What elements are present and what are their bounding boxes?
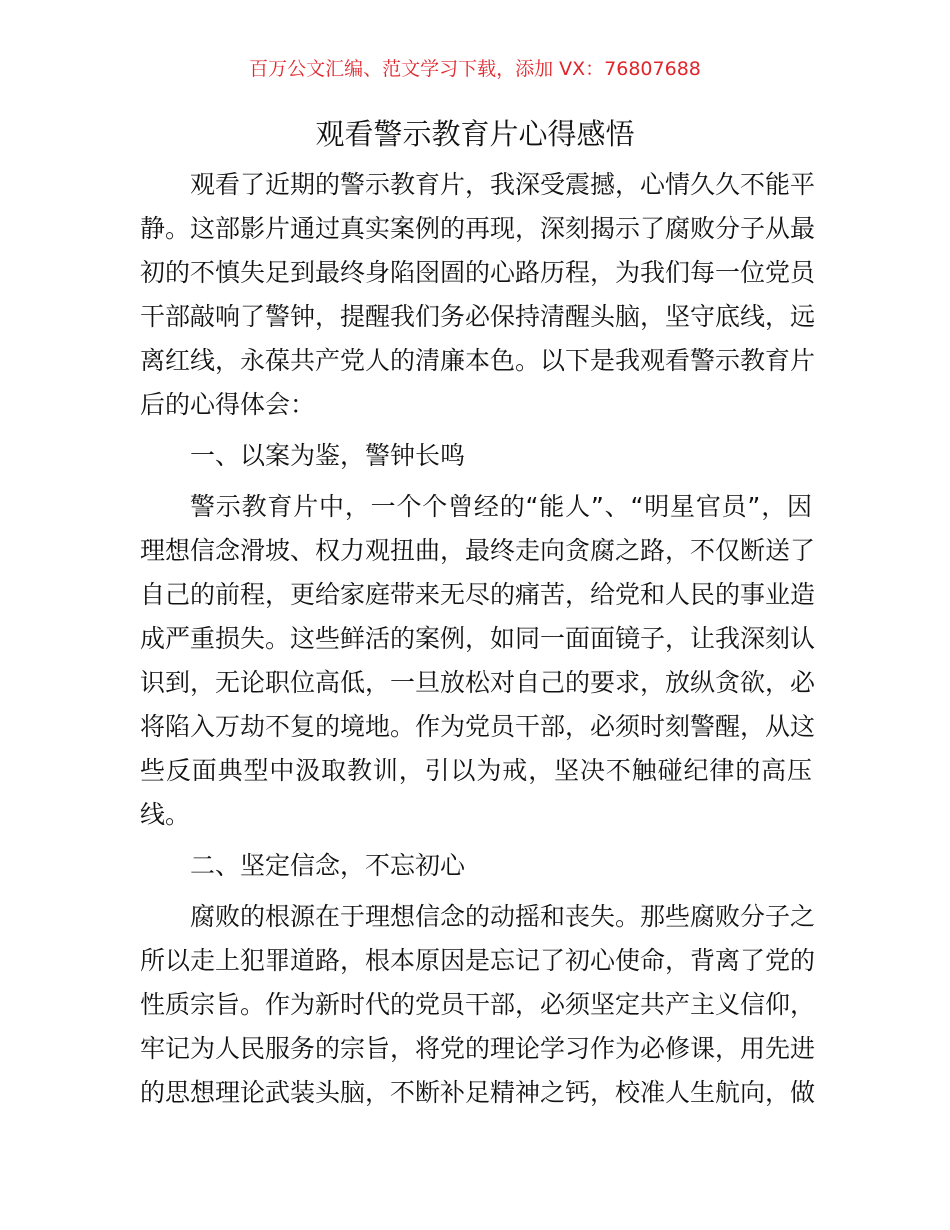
- text-line: 腐败的根源在于理想信念的动摇和丧失。那些腐败分子之: [190, 902, 816, 931]
- paragraph: [140, 163, 816, 427]
- text-line: 成严重损失。这些鲜活的案例，如同一面面镜子，让我深刻认: [140, 624, 816, 653]
- text-line: 性质宗旨。作为新时代的党员干部，必须坚定共产主义信仰，: [140, 990, 816, 1019]
- text-line: 将陷入万劫不复的境地。作为党员干部，必须时刻警醒，从这: [140, 712, 816, 741]
- section-heading: [140, 844, 812, 888]
- text-line: 牢记为人民服务的宗旨，将党的理论学习作为必修课，用先进: [140, 1034, 816, 1063]
- text-line: 初的不慎失足到最终身陷囹圄的心路历程，为我们每一位党员: [140, 258, 816, 287]
- text-line: 所以走上犯罪道路，根本原因是忘记了初心使命，背离了党的: [140, 946, 816, 975]
- paragraph: [140, 895, 816, 1115]
- text-line: 识到，无论职位高低，一旦放松对自己的要求，放纵贪欲，必: [140, 668, 816, 697]
- text-line: 线。: [140, 800, 191, 829]
- paragraph: [140, 485, 816, 837]
- text-line: 后的心得体会：: [140, 390, 316, 419]
- section-heading: [140, 434, 812, 478]
- text-line: 离红线，永葆共产党人的清廉本色。以下是我观看警示教育片: [140, 346, 816, 375]
- watermark-banner: 百万公文汇编、范文学习下载，添加 VX：76807688: [249, 58, 701, 80]
- text-line: 自己的前程，更给家庭带来无尽的痛苦，给党和人民的事业造: [140, 580, 816, 609]
- text-line: 观看了近期的警示教育片，我深受震撼，心情久久不能平: [190, 170, 816, 199]
- text-line: 的思想理论武装头脑，不断补足精神之钙，校准人生航向，做: [140, 1078, 816, 1107]
- text-line: 些反面典型中汲取教训，引以为戒，坚决不触碰纪律的高压: [140, 756, 812, 785]
- text-line: 一、以案为鉴，警钟长鸣: [190, 441, 466, 470]
- document-body: [140, 163, 816, 1122]
- text-line: 理想信念滑坡、权力观扭曲，最终走向贪腐之路，不仅断送了: [140, 536, 816, 565]
- document-title: 观看警示教育片心得感悟: [315, 117, 635, 151]
- text-line: 警示教育片中，一个个曾经的“能人”、“明星官员”，因: [190, 492, 812, 521]
- text-line: 静。这部影片通过真实案例的再现，深刻揭示了腐败分子从最: [140, 214, 816, 243]
- text-line: 干部敲响了警钟，提醒我们务必保持清醒头脑，坚守底线，远: [140, 302, 816, 331]
- text-line: 二、坚定信念，不忘初心: [190, 851, 466, 880]
